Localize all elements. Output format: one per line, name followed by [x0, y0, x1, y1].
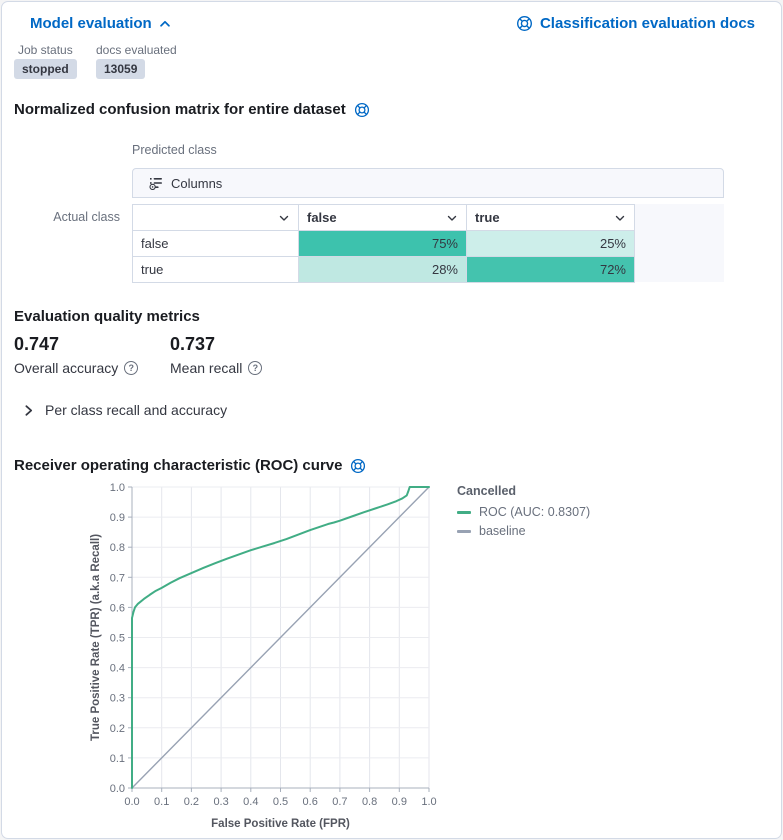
svg-text:0.1: 0.1 — [109, 752, 125, 765]
roc-chart-svg — [2, 472, 462, 832]
svg-text:0.6: 0.6 — [109, 602, 125, 615]
mean-recall-label: Mean recall ? — [170, 360, 262, 376]
svg-text:0.4: 0.4 — [109, 662, 125, 675]
cell-true-false: 28% — [299, 257, 467, 283]
chevron-down-icon[interactable] — [614, 212, 626, 224]
svg-text:0.7: 0.7 — [109, 572, 125, 585]
svg-text:0.3: 0.3 — [213, 796, 229, 808]
quality-metrics-heading: Evaluation quality metrics — [14, 308, 200, 325]
svg-text:0.8: 0.8 — [361, 796, 378, 808]
question-icon[interactable]: ? — [248, 361, 262, 375]
overall-accuracy-label: Overall accuracy ? — [14, 360, 138, 376]
classification-docs-label: Classification evaluation docs — [539, 15, 755, 32]
svg-text:0.9: 0.9 — [109, 512, 125, 525]
svg-text:0.9: 0.9 — [391, 796, 407, 808]
svg-text:0.4: 0.4 — [243, 796, 259, 808]
row-label-column-header[interactable] — [133, 205, 299, 231]
legend-item-roc[interactable]: ROC (AUC: 0.8307) — [457, 505, 590, 519]
svg-text:0.5: 0.5 — [109, 632, 125, 645]
model-evaluation-panel — [1, 1, 782, 839]
svg-text:0.1: 0.1 — [154, 796, 170, 808]
legend-dash — [457, 511, 471, 514]
predicted-class-label: Predicted class — [132, 143, 217, 157]
legend-dash — [457, 530, 471, 533]
svg-text:0.3: 0.3 — [109, 692, 125, 705]
grid-toolbar — [132, 168, 724, 198]
chevron-right-icon — [22, 404, 35, 417]
svg-text:0.0: 0.0 — [124, 796, 140, 808]
help-lifebuoy-icon — [516, 15, 533, 32]
model-evaluation-toggle[interactable] — [30, 15, 172, 32]
model-evaluation-title: Model evaluation — [30, 15, 152, 32]
docs-evaluated-badge: 13059 — [96, 59, 145, 79]
confusion-matrix-table — [132, 204, 635, 283]
columns-button[interactable] — [141, 172, 230, 195]
column-header-false[interactable]: false — [299, 205, 467, 231]
chevron-up-icon — [158, 17, 172, 31]
svg-text:0.8: 0.8 — [109, 542, 125, 555]
cell-true-true: 72% — [467, 257, 635, 283]
job-status-label: Job status — [18, 43, 73, 57]
classification-docs-link[interactable] — [516, 15, 755, 32]
job-status-badge: stopped — [14, 59, 77, 79]
table-header-row — [133, 205, 635, 231]
mean-recall-value: 0.737 — [170, 334, 216, 354]
svg-text:0.2: 0.2 — [109, 722, 125, 735]
legend-item-baseline[interactable]: baseline — [457, 524, 590, 538]
cell-false-false: 75% — [299, 231, 467, 257]
svg-text:0.6: 0.6 — [302, 796, 318, 808]
columns-icon — [149, 176, 163, 190]
table-row-true — [133, 257, 635, 283]
columns-button-label: Columns — [171, 175, 223, 191]
per-class-accordion-label: Per class recall and accuracy — [45, 402, 228, 418]
svg-text:0.7: 0.7 — [332, 796, 348, 808]
svg-text:True Positive Rate (TPR) (a.k.: True Positive Rate (TPR) (a.k.a Recall) — [90, 533, 102, 742]
row-label: false — [133, 231, 299, 257]
legend-title: Cancelled — [457, 484, 517, 498]
table-row-false — [133, 231, 635, 257]
row-label: true — [133, 257, 299, 283]
docs-evaluated-label: docs evaluated — [96, 43, 177, 57]
roc-legend — [457, 484, 590, 543]
roc-chart — [2, 472, 462, 832]
per-class-accordion[interactable] — [22, 402, 227, 418]
column-header-true[interactable]: true — [467, 205, 635, 231]
roc-heading: Receiver operating characteristic (ROC) curve — [14, 457, 366, 474]
help-lifebuoy-icon[interactable] — [354, 102, 370, 118]
svg-text:1.0: 1.0 — [109, 482, 125, 494]
overall-accuracy-value: 0.747 — [14, 334, 60, 354]
chevron-down-icon[interactable] — [278, 212, 290, 224]
svg-text:1.0: 1.0 — [421, 796, 437, 808]
svg-text:False Positive Rate (FPR): False Positive Rate (FPR) — [211, 818, 350, 830]
grid-filler — [633, 204, 724, 282]
svg-text:0.2: 0.2 — [183, 796, 200, 808]
confusion-matrix-heading: Normalized confusion matrix for entire dataset — [14, 101, 370, 118]
question-icon[interactable]: ? — [124, 361, 138, 375]
actual-class-label: Actual class — [53, 210, 120, 224]
chevron-down-icon[interactable] — [446, 212, 458, 224]
cell-false-true: 25% — [467, 231, 635, 257]
svg-text:0.0: 0.0 — [109, 783, 125, 795]
svg-text:0.5: 0.5 — [272, 796, 289, 808]
